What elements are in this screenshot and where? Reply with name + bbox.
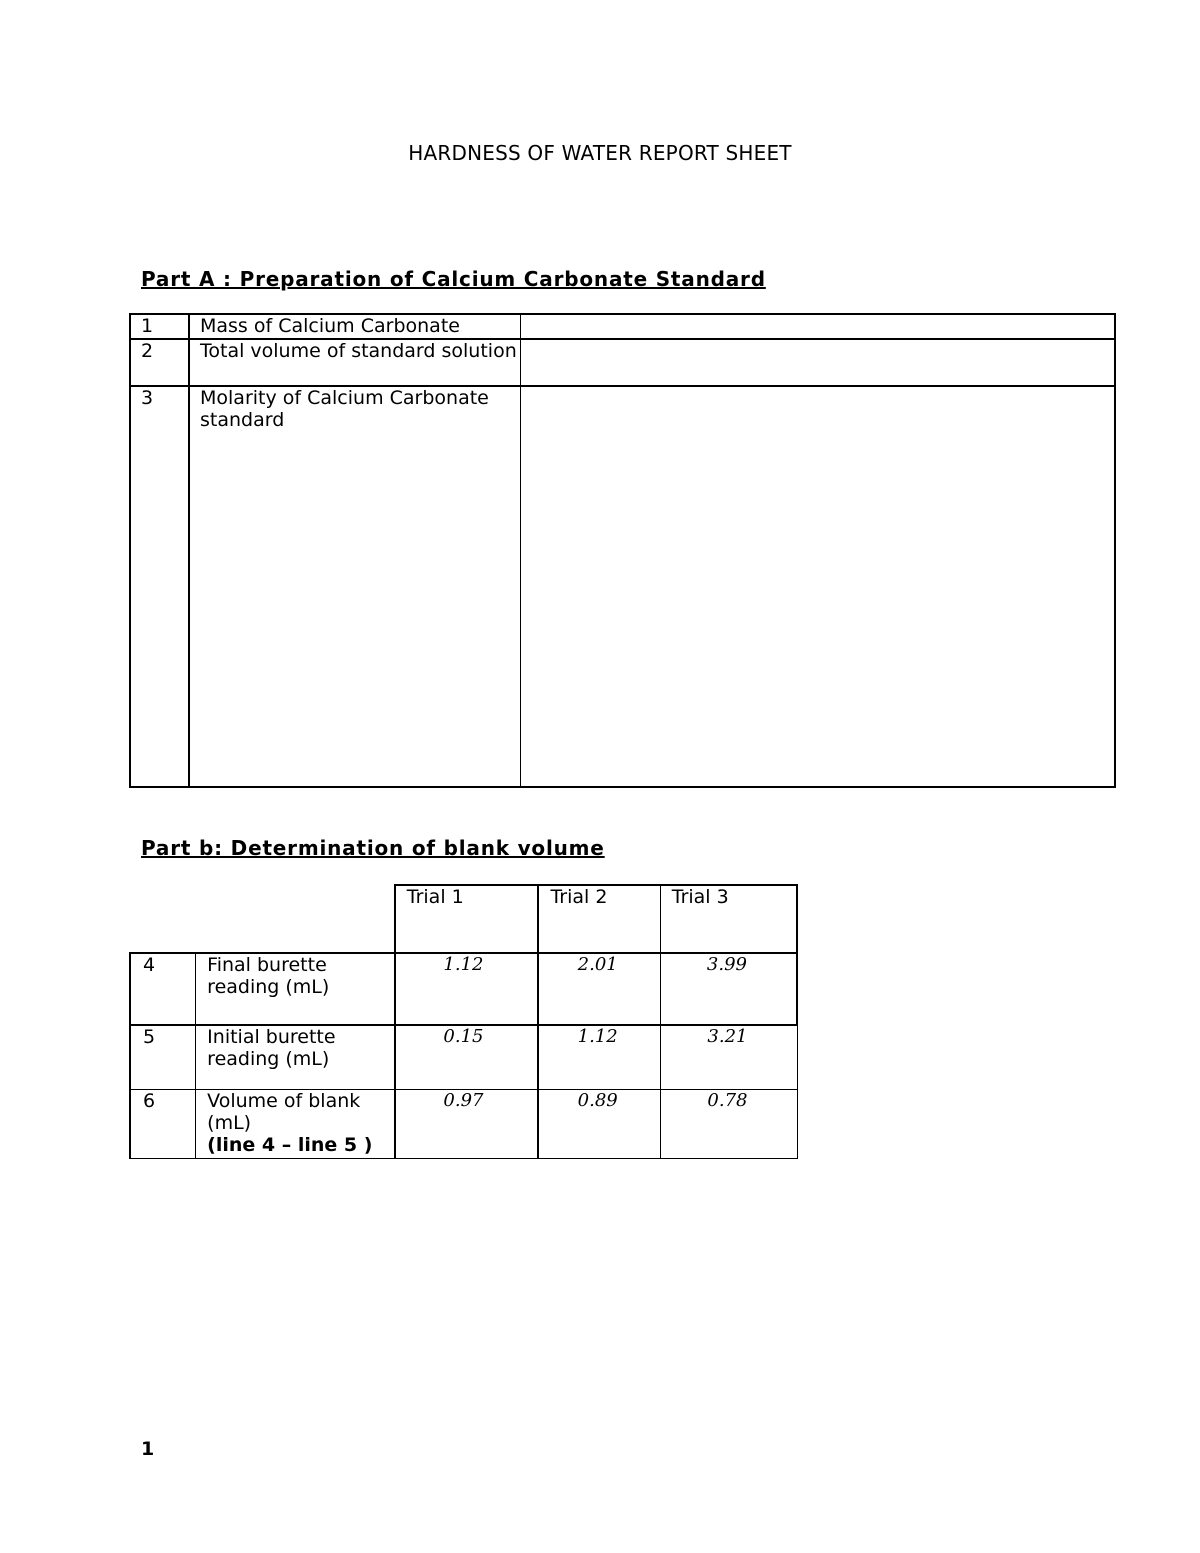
row-label: Molarity of Calcium Carbonate standard	[189, 386, 520, 787]
table-row	[130, 314, 1115, 339]
row-number: 5	[130, 1025, 196, 1089]
row-label	[196, 1089, 395, 1158]
answer-cell-volume[interactable]	[520, 339, 1115, 386]
value-cell[interactable]: 2.01	[538, 953, 660, 1025]
row-label: Mass of Calcium Carbonate	[189, 314, 520, 339]
row-number: 6	[130, 1089, 196, 1158]
header-row	[130, 885, 797, 953]
empty-cell	[196, 885, 395, 953]
table-row	[130, 339, 1115, 386]
value-cell[interactable]: 1.12	[395, 953, 539, 1025]
page-title: HARDNESS OF WATER REPORT SHEET	[408, 141, 792, 165]
value-cell[interactable]: 0.78	[660, 1089, 797, 1158]
table-row	[130, 1089, 797, 1158]
row-number: 1	[130, 314, 189, 339]
row-number: 4	[130, 953, 196, 1025]
value-cell[interactable]: 3.21	[660, 1025, 797, 1089]
value-cell[interactable]: 0.97	[395, 1089, 539, 1158]
row-number: 2	[130, 339, 189, 386]
column-header-trial-1: Trial 1	[395, 885, 539, 953]
row-number: 3	[130, 386, 189, 787]
empty-cell	[130, 885, 196, 953]
row-formula-note: (line 4 – line 5 )	[207, 1133, 373, 1156]
value-cell[interactable]: 0.15	[395, 1025, 539, 1089]
value-cell[interactable]: 1.12	[538, 1025, 660, 1089]
row-label-text: Volume of blank (mL)	[207, 1089, 361, 1134]
column-header-trial-2: Trial 2	[538, 885, 660, 953]
part-a-heading: Part A : Preparation of Calcium Carbonate Standard	[141, 267, 766, 291]
table-row	[130, 1025, 797, 1089]
page-number: 1	[141, 1438, 155, 1460]
row-label: Total volume of standard solution	[189, 339, 520, 386]
value-cell[interactable]: 3.99	[660, 953, 797, 1025]
row-label: Final burette reading (mL)	[196, 953, 395, 1025]
table-row	[130, 953, 797, 1025]
table-row	[130, 386, 1115, 787]
answer-cell-mass[interactable]	[520, 314, 1115, 339]
column-header-trial-3: Trial 3	[660, 885, 797, 953]
part-b-table	[129, 884, 798, 1159]
value-cell[interactable]: 0.89	[538, 1089, 660, 1158]
part-b-heading: Part b: Determination of blank volume	[141, 836, 605, 860]
part-a-table	[129, 313, 1116, 788]
answer-cell-molarity[interactable]	[520, 386, 1115, 787]
row-label: Initial burette reading (mL)	[196, 1025, 395, 1089]
